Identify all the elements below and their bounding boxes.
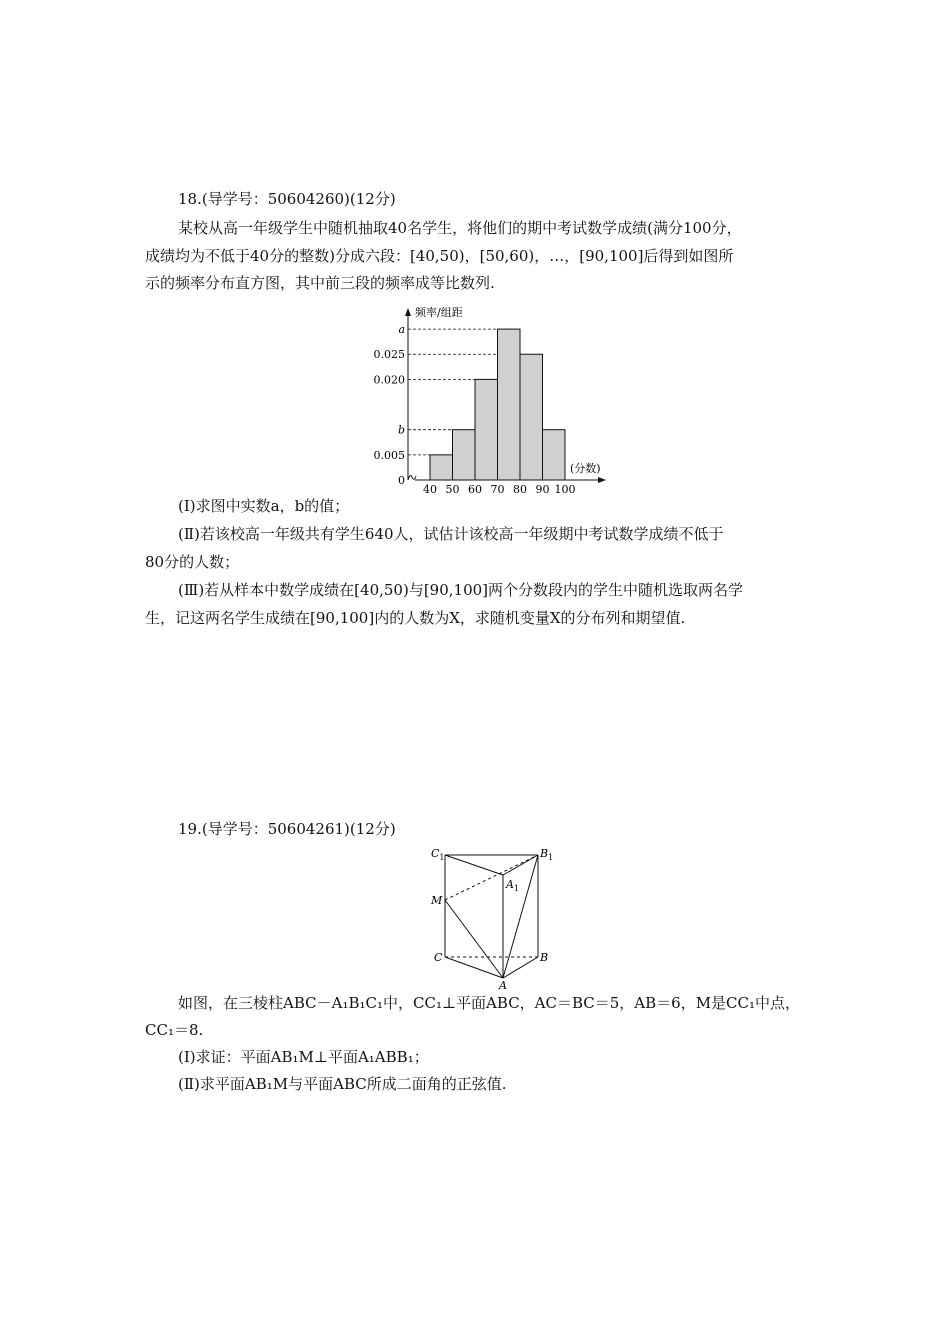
label-a: A xyxy=(499,979,507,990)
q18-stem-line-2: 成绩均为不低于40分的整数)分成六段：[40,50)，[50,60)，…，[90,100]后得到如图所 xyxy=(145,247,734,265)
label-m: M xyxy=(431,894,443,907)
y-tick-label-0.020: 0.020 xyxy=(373,373,405,387)
segment-b1a xyxy=(503,855,538,978)
histogram-bar-50-60 xyxy=(453,430,476,480)
x-tick-label-90: 90 xyxy=(535,483,550,496)
q19-header: 19.(导学号：50604261)(12分) xyxy=(178,820,396,838)
q19-stem-line-2: CC₁＝8. xyxy=(145,1021,204,1039)
q18-part-3-line-1: (Ⅲ)若从样本中数学成绩在[40,50)与[90,100]两个分数段内的学生中随机选取两名学 xyxy=(178,581,744,599)
x-tick-label-60: 60 xyxy=(468,483,482,496)
y-tick-label-0: 0 xyxy=(398,474,405,487)
q18-part-2-line-2: 80分的人数； xyxy=(145,553,240,571)
segment-ma xyxy=(445,900,503,978)
y-tick-label-0.005: 0.005 xyxy=(373,448,405,462)
hidden-segment-mb1 xyxy=(445,855,538,900)
edge-ca xyxy=(445,957,503,978)
q18-part-3-line-2: 生，记这两名学生成绩在[90,100]内的人数为X，求随机变量X的分布列和期望值. xyxy=(145,609,686,627)
histogram-bar-40-50 xyxy=(430,455,453,480)
triangular-prism-figure xyxy=(420,840,570,990)
q19-stem-line-1: 如图，在三棱柱ABC－A₁B₁C₁中，CC₁⊥平面ABC，AC＝BC＝5，AB＝6，M是CC₁中点， xyxy=(178,994,801,1012)
x-tick-label-100: 100 xyxy=(554,483,576,496)
histogram-bar-90-100 xyxy=(543,430,566,480)
label-c: C xyxy=(434,951,443,964)
label-a1: $A_1$ xyxy=(506,878,520,893)
histogram-bar-60-70 xyxy=(475,379,498,480)
q18-part-2-line-1: (Ⅱ)若该校高一年级共有学生640人，试估计该校高一年级期中考试数学成绩不低于 xyxy=(178,525,724,543)
axis-break-mark xyxy=(408,476,416,480)
y-tick-label-b: b xyxy=(397,423,405,437)
histogram-bar-80-90 xyxy=(520,354,543,480)
y-axis-label: 频率/组距 xyxy=(415,306,463,319)
y-axis-arrow xyxy=(405,308,411,316)
x-tick-label-70: 70 xyxy=(490,483,505,496)
label-c1: $C_1$ xyxy=(431,847,445,862)
y-tick-label-0.025: 0.025 xyxy=(373,348,405,362)
x-axis-arrow xyxy=(598,477,606,483)
edge-c1a1 xyxy=(445,855,503,875)
label-b1: $B_1$ xyxy=(540,847,554,862)
x-tick-label-40: 40 xyxy=(423,483,437,496)
frequency-histogram xyxy=(368,300,618,496)
x-tick-label-80: 80 xyxy=(513,483,527,496)
q19-part-2: (Ⅱ)求平面AB₁M与平面ABC所成二面角的正弦值. xyxy=(178,1075,507,1093)
histogram-bar-70-80 xyxy=(498,329,521,480)
q19-part-1: (Ⅰ)求证：平面AB₁M⊥平面A₁ABB₁； xyxy=(178,1048,429,1066)
x-tick-label-50: 50 xyxy=(445,483,460,496)
x-axis-label: (分数) xyxy=(570,462,601,475)
q18-part-1: (Ⅰ)求图中实数a，b的值； xyxy=(178,497,350,515)
label-b: B xyxy=(540,951,549,964)
y-tick-label-a: a xyxy=(398,323,405,337)
q18-stem-line-3: 示的频率分布直方图，其中前三段的频率成等比数列. xyxy=(145,274,495,292)
q18-header: 18.(导学号：50604260)(12分) xyxy=(178,190,396,208)
q18-stem-line-1: 某校从高一年级学生中随机抽取40名学生，将他们的期中考试数学成绩(满分100分， xyxy=(178,219,742,237)
